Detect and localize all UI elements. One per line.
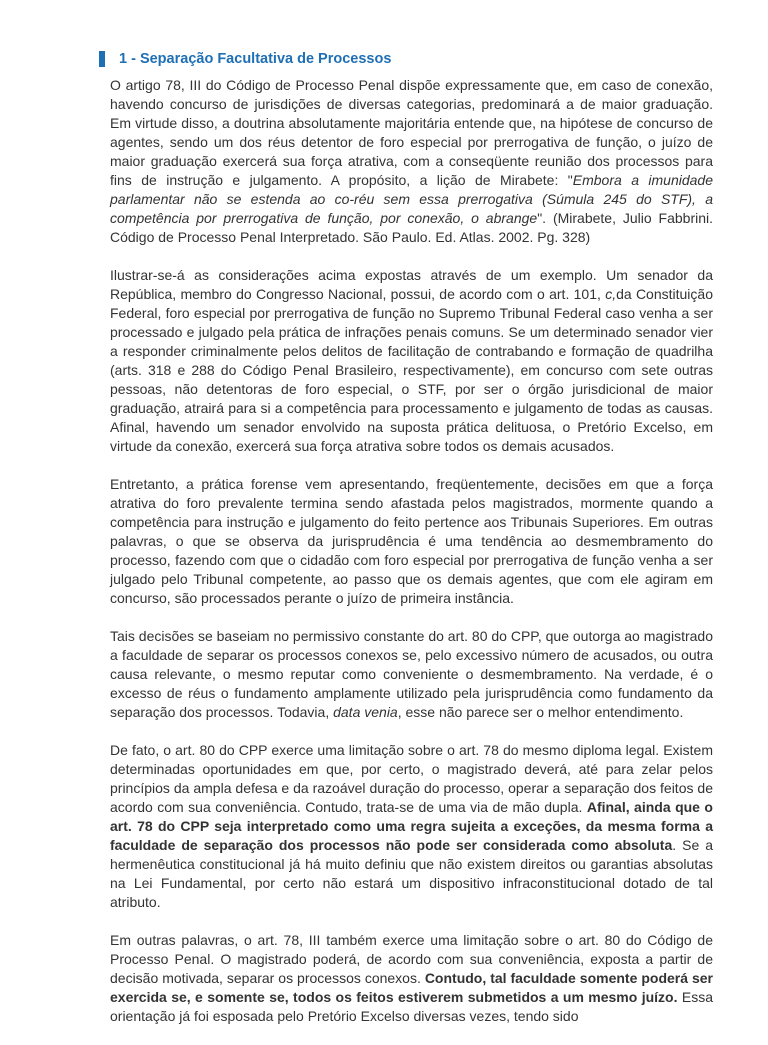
text-run: Essa orientação já foi esposada pelo Pretório Excelso diversas vezes, tendo sido <box>110 989 713 1024</box>
italic-text: c, <box>605 286 617 302</box>
text-run: da Constituição Federal, foro especial por prerrogativa de função no Supremo Tribunal Federal caso venha a ser processado e julgado pela prática de infrações penais comuns. Se um determinado senador vier a responder criminalmente pelos delitos de facilitação de contrabando e formação de quadrilha (arts. 318 e 288 do Código Penal Brasileiro, respectivamente), em concurso com sete outras pessoas, não detentoras de foro especial, o STF, por ser o órgão jurisdicional de maior graduação, atrairá para si a competência para processamento e julgamento de todas as causas. Afinal, havendo um senador envolvido na suposta prática delituosa, o Pretório Excelso, em virtude da conexão, exercerá sua força atrativa sobre todos os demais acusados. <box>110 286 713 454</box>
italic-text: Embora a imunidade parlamentar não se estenda ao co-réu sem essa prerrogativa (Súmula 245 do STF), a competência por prerrogativa de função, por conexão, o abrange <box>110 172 714 226</box>
section-marker-bar <box>99 51 105 67</box>
text-run: Entretanto, a prática forense vem apresentando, freqüentemente, decisões em que a força atrativa do foro prevalente termina sendo afastada pelos magistrados, mormente quando a competência para instrução e julgamento do feito pertence aos Tribunais Superiores. Em outras palavras, o que se observa da jurisprudência é uma tendência ao desmembramento do processo, fazendo com que o cidadão com foro especial por prerrogativa de função venha a ser julgado pelo Tribunal competente, ao passo que os demais agentes, que com ele agiram em concurso, são processados perante o juízo de primeira instância. <box>110 476 713 606</box>
text-run: , esse não parece ser o melhor entendimento. <box>397 704 684 720</box>
paragraph <box>110 931 713 1026</box>
bold-text: Afinal, ainda que o art. 78 do CPP seja interpretado como uma regra sujeita a exceções, da mesma forma a faculdade de separação dos processos não pode ser considerada como absoluta <box>110 799 713 853</box>
text-run: Ilustrar-se-á as considerações acima expostas através de um exemplo. Um senador da República, membro do Congresso Nacional, possui, de acordo com o art. 101, <box>110 267 713 302</box>
text-run: Tais decisões se baseiam no permissivo constante do art. 80 do CPP, que outorga ao magistrado a faculdade de separar os processos conexos se, pelo excessivo número de acusados, ou outra causa relevante, o mesmo reputar como conveniente o desmembramento. Na verdade, é o excesso de réus o fundamento amplamente utilizado pela jurisprudência como fundamento da separação dos processos. Todavia, <box>110 628 713 720</box>
article-body <box>110 76 713 1045</box>
paragraph <box>110 475 713 608</box>
paragraph <box>110 266 713 456</box>
bold-text: Contudo, tal faculdade somente poderá ser exercida se, e somente se, todos os feitos estiverem submetidos a um mesmo juízo. <box>110 970 713 1005</box>
paragraph <box>110 741 713 912</box>
text-run: ". (Mirabete, Julio Fabbrini. Código de Processo Penal Interpretado. São Paulo. Ed. Atlas. 2002. Pg. 328) <box>110 210 714 245</box>
paragraph <box>110 76 713 247</box>
paragraph <box>110 627 713 722</box>
section-title: 1 - Separação Facultativa de Processos <box>119 51 392 67</box>
italic-text: data venia <box>333 704 398 720</box>
text-run: . Se a hermenêutica constitucional já há muito definiu que não existem direitos ou garantias absolutas na Lei Fundamental, por certo não estará um dispositivo infraconstitucional dotado de tal atributo. <box>110 837 713 910</box>
section-header <box>99 48 391 70</box>
text-run: O artigo 78, III do Código de Processo Penal dispõe expressamente que, em caso de conexão, havendo concurso de jurisdições de diversas categorias, predominará a de maior graduação. Em virtude disso, a doutrina absolutamente majoritária entende que, na hipótese de concurso de agentes, sendo um dos réus detentor de foro especial por prerrogativa de função, o juízo de maior graduação exercerá sua força atrativa, com a conseqüente reunião dos processos para fins de instrução e julgamento. A propósito, a lição de Mirabete: " <box>110 77 713 188</box>
text-run: Em outras palavras, o art. 78, III também exerce uma limitação sobre o art. 80 do Código de Processo Penal. O magistrado poderá, de acordo com sua conveniência, exposta a partir de decisão motivada, separar os processos conexos. <box>110 932 713 986</box>
text-run: De fato, o art. 80 do CPP exerce uma limitação sobre o art. 78 do mesmo diploma legal. Existem determinadas oportunidades em que, por certo, o magistrado deverá, até para zelar pelos princípios da ampla defesa e da razoável duração do processo, operar a separação dos feitos de acordo com sua conveniência. Contudo, trata-se de uma via de mão dupla. <box>110 742 713 815</box>
